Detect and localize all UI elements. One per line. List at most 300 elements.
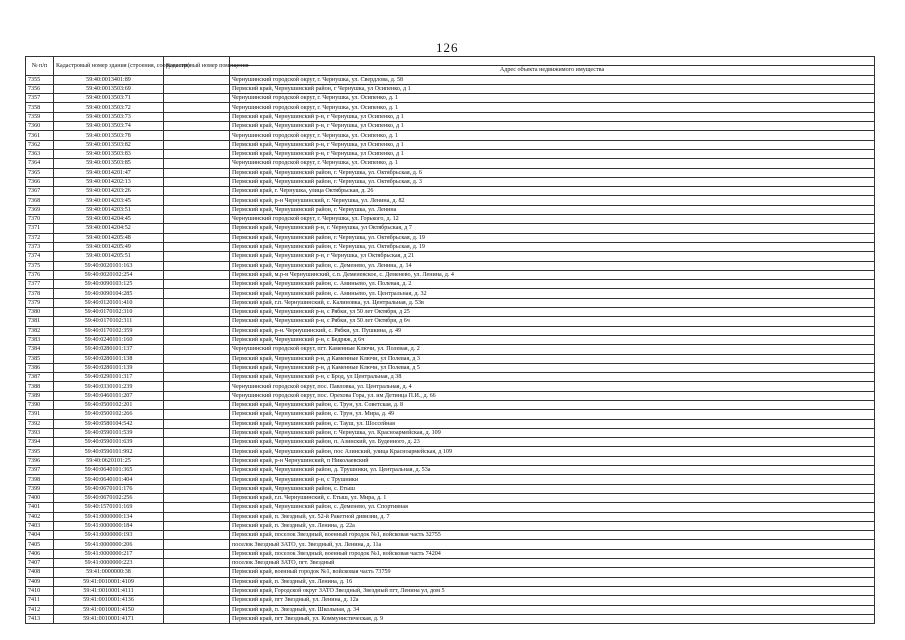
building-cadastral-number: 59:40:0460101:207 bbox=[54, 391, 164, 400]
table-row bbox=[26, 419, 875, 428]
row-number: 7360 bbox=[26, 122, 54, 131]
room-cadastral-number bbox=[164, 233, 230, 242]
row-number: 7406 bbox=[26, 549, 54, 558]
building-cadastral-number: 59:40:0014203:26 bbox=[54, 187, 164, 196]
property-address: Пермский край, пгт Звездный, ул. Ленина, д. 12а bbox=[230, 596, 875, 605]
table-row bbox=[26, 345, 875, 354]
table-row bbox=[26, 84, 875, 93]
room-cadastral-number bbox=[164, 289, 230, 298]
room-cadastral-number bbox=[164, 131, 230, 140]
building-cadastral-number: 59:40:0240101:160 bbox=[54, 335, 164, 344]
row-number: 7379 bbox=[26, 298, 54, 307]
table-row bbox=[26, 438, 875, 447]
room-cadastral-number bbox=[164, 382, 230, 391]
property-address: Пермский край, Чернушинский р-н, с Рябки, ул 50 лет Октября, д 6ч bbox=[230, 317, 875, 326]
table-row bbox=[26, 605, 875, 614]
property-registry-table bbox=[25, 56, 875, 624]
property-address: Пермский край, Чернушинский район, п. Азинский, ул. Буденного, д. 23 bbox=[230, 438, 875, 447]
building-cadastral-number: 59:41:0010001:4150 bbox=[54, 605, 164, 614]
room-cadastral-number bbox=[164, 270, 230, 279]
building-cadastral-number: 59:40:0013503:71 bbox=[54, 94, 164, 103]
row-number: 7364 bbox=[26, 159, 54, 168]
row-number: 7410 bbox=[26, 586, 54, 595]
room-cadastral-number bbox=[164, 484, 230, 493]
room-cadastral-number bbox=[164, 419, 230, 428]
property-address: Пермский край, Чернушинский район, г. Чернушка, ул. Октябрьская, д. 19 bbox=[230, 242, 875, 251]
row-number: 7401 bbox=[26, 503, 54, 512]
row-number: 7403 bbox=[26, 521, 54, 530]
row-number: 7389 bbox=[26, 391, 54, 400]
property-address: Пермский край, Чернушинский р-н, г Чернушка, ул Осипенко, д 1 bbox=[230, 140, 875, 149]
property-address: Пермский край, п. Звездный, ул. Школьная, д. 34 bbox=[230, 605, 875, 614]
property-address: Пермский край, Чернушинский район, г. Чернушка, ул. Октябрьская, д. 19 bbox=[230, 233, 875, 242]
room-cadastral-number bbox=[164, 428, 230, 437]
row-number: 7362 bbox=[26, 140, 54, 149]
building-cadastral-number: 59:40:0090103:125 bbox=[54, 280, 164, 289]
building-cadastral-number: 59:40:0590101:639 bbox=[54, 438, 164, 447]
building-cadastral-number: 59:40:0013503:78 bbox=[54, 131, 164, 140]
table-row bbox=[26, 373, 875, 382]
row-number: 7382 bbox=[26, 326, 54, 335]
room-cadastral-number bbox=[164, 84, 230, 93]
building-cadastral-number: 59:40:0014202:13 bbox=[54, 177, 164, 186]
row-number: 7368 bbox=[26, 196, 54, 205]
row-number: 7377 bbox=[26, 280, 54, 289]
room-cadastral-number bbox=[164, 168, 230, 177]
row-number: 7374 bbox=[26, 252, 54, 261]
room-cadastral-number bbox=[164, 559, 230, 568]
table-row bbox=[26, 196, 875, 205]
property-address: Пермский край, Чернушинский р-н, с Рябки, ул 50 лет Октября, д 25 bbox=[230, 308, 875, 317]
building-cadastral-number: 59:40:0013503:85 bbox=[54, 159, 164, 168]
table-row bbox=[26, 149, 875, 158]
table-row bbox=[26, 428, 875, 437]
table-row bbox=[26, 75, 875, 84]
table-row bbox=[26, 308, 875, 317]
property-address: Пермский край, Чернушинский район, с. Деменево, ул. Спортивная bbox=[230, 503, 875, 512]
row-number: 7409 bbox=[26, 577, 54, 586]
table-row bbox=[26, 317, 875, 326]
row-number: 7361 bbox=[26, 131, 54, 140]
table-row bbox=[26, 242, 875, 251]
property-address: Чернушинский городской округ, г. Чернушка, ул. Осипенко, д. 1 bbox=[230, 131, 875, 140]
building-cadastral-number: 59:41:0010001:4109 bbox=[54, 577, 164, 586]
property-address: Пермский край, Чернушинский район, г. Чернушка, ул. Октябрьская, д. 3 bbox=[230, 177, 875, 186]
room-cadastral-number bbox=[164, 280, 230, 289]
room-cadastral-number bbox=[164, 540, 230, 549]
table-row bbox=[26, 205, 875, 214]
property-address: Пермский край, р-н Чернушинский, г. Чернушка, ул. Ленина, д. 82 bbox=[230, 196, 875, 205]
property-address: Пермский край, Чернушинский р-н, с Трушники bbox=[230, 475, 875, 484]
building-cadastral-number: 59:40:0014201:47 bbox=[54, 168, 164, 177]
room-cadastral-number bbox=[164, 215, 230, 224]
table-row bbox=[26, 456, 875, 465]
property-address: Пермский край, г.п. Чернушинский, с. Калиновка, ул. Центральная, д. 53в bbox=[230, 298, 875, 307]
table-row bbox=[26, 614, 875, 623]
table-row bbox=[26, 112, 875, 121]
room-cadastral-number bbox=[164, 531, 230, 540]
property-address: Пермский край, п. Звездный, ул. Ленина, д. 22а bbox=[230, 521, 875, 530]
row-number: 7375 bbox=[26, 261, 54, 270]
row-number: 7412 bbox=[26, 605, 54, 614]
room-cadastral-number bbox=[164, 224, 230, 233]
room-cadastral-number bbox=[164, 177, 230, 186]
table-row bbox=[26, 382, 875, 391]
building-cadastral-number: 59:41:0000000:38 bbox=[54, 568, 164, 577]
row-number: 7402 bbox=[26, 512, 54, 521]
building-cadastral-number: 59:40:0590101:992 bbox=[54, 447, 164, 456]
room-cadastral-number bbox=[164, 493, 230, 502]
building-cadastral-number: 59:40:0580104:542 bbox=[54, 419, 164, 428]
table-row bbox=[26, 233, 875, 242]
room-cadastral-number bbox=[164, 456, 230, 465]
building-cadastral-number: 59:41:0010001:4111 bbox=[54, 586, 164, 595]
room-cadastral-number bbox=[164, 196, 230, 205]
room-cadastral-number bbox=[164, 103, 230, 112]
room-cadastral-number bbox=[164, 373, 230, 382]
building-cadastral-number: 59:40:0013503:83 bbox=[54, 149, 164, 158]
room-cadastral-number bbox=[164, 475, 230, 484]
building-cadastral-number: 59:40:0014205:49 bbox=[54, 242, 164, 251]
table-row bbox=[26, 363, 875, 372]
table-row bbox=[26, 131, 875, 140]
room-cadastral-number bbox=[164, 122, 230, 131]
table-row bbox=[26, 540, 875, 549]
property-address: Пермский край, Чернушинский район, г. Чернушка, ул. Красноармейская, д. 109 bbox=[230, 428, 875, 437]
property-address: Пермский край, Чернушинский р-н, г Чернушка, ул Октябрьская, д 21 bbox=[230, 252, 875, 261]
building-cadastral-number: 59:40:0670101:176 bbox=[54, 484, 164, 493]
building-cadastral-number: 59:40:0020101:163 bbox=[54, 261, 164, 270]
table-row bbox=[26, 586, 875, 595]
property-address: Чернушинский городской округ, пгт. Каменные Ключи, ул. Полевая, д. 2 bbox=[230, 345, 875, 354]
room-cadastral-number bbox=[164, 596, 230, 605]
table-row bbox=[26, 187, 875, 196]
building-cadastral-number: 59:40:0013503:82 bbox=[54, 140, 164, 149]
row-number: 7400 bbox=[26, 493, 54, 502]
room-cadastral-number bbox=[164, 521, 230, 530]
property-address: Пермский край, Чернушинский район, с. Трун, ул. Советская, д. 8 bbox=[230, 400, 875, 409]
row-number: 7372 bbox=[26, 233, 54, 242]
property-address: Пермский край, Чернушинский район, с. Тауш, ул. Шоссейная bbox=[230, 419, 875, 428]
room-cadastral-number bbox=[164, 586, 230, 595]
table-row bbox=[26, 559, 875, 568]
room-cadastral-number bbox=[164, 317, 230, 326]
room-cadastral-number bbox=[164, 400, 230, 409]
table-row bbox=[26, 289, 875, 298]
property-address: Пермский край, Чернушинский район, с. Етыш bbox=[230, 484, 875, 493]
row-number: 7371 bbox=[26, 224, 54, 233]
row-number: 7394 bbox=[26, 438, 54, 447]
row-number: 7355 bbox=[26, 75, 54, 84]
property-address: Пермский край, Чернушинский район, д. Трушники, ул. Центральная, д. 53а bbox=[230, 466, 875, 475]
table-row bbox=[26, 298, 875, 307]
table-row bbox=[26, 261, 875, 270]
table-row bbox=[26, 94, 875, 103]
property-address: Пермский край, Чернушинский р-н, с Брод, ул Центральная, д 38 bbox=[230, 373, 875, 382]
page-number: 126 bbox=[436, 40, 459, 55]
room-cadastral-number bbox=[164, 391, 230, 400]
table-row bbox=[26, 354, 875, 363]
building-cadastral-number: 59:40:0014205:48 bbox=[54, 233, 164, 242]
property-address: Пермский край, Чернушинский р-н, д Каменные Ключи, ул Полевая, д 3 bbox=[230, 354, 875, 363]
property-address: Пермский край, военный городок №1, войсковая часть 73759 bbox=[230, 568, 875, 577]
property-address: Пермский край, Чернушинский район, г Чернушка, ул Осипенко, д 1 bbox=[230, 84, 875, 93]
row-number: 7385 bbox=[26, 354, 54, 363]
property-address: Пермский край, Чернушинский р-н, г. Чернушка, ул Октябрьская, д 7 bbox=[230, 224, 875, 233]
building-cadastral-number: 59:40:0014204:45 bbox=[54, 215, 164, 224]
table-row bbox=[26, 391, 875, 400]
room-cadastral-number bbox=[164, 503, 230, 512]
property-address: Пермский край, г. Чернушка, улица Октябрьская, д. 26 bbox=[230, 187, 875, 196]
row-number: 7365 bbox=[26, 168, 54, 177]
table-row bbox=[26, 159, 875, 168]
room-cadastral-number bbox=[164, 447, 230, 456]
row-number: 7387 bbox=[26, 373, 54, 382]
room-cadastral-number bbox=[164, 187, 230, 196]
building-cadastral-number: 59:40:0014204:52 bbox=[54, 224, 164, 233]
room-cadastral-number bbox=[164, 438, 230, 447]
row-number: 7405 bbox=[26, 540, 54, 549]
property-address: Пермский край, п. Звездный, ул. Ленина, д. 16 bbox=[230, 577, 875, 586]
row-number: 7376 bbox=[26, 270, 54, 279]
row-number: 7393 bbox=[26, 428, 54, 437]
property-address: Пермский край, Чернушинский район, с. Деменево, ул. Ленина, д. 14 bbox=[230, 261, 875, 270]
table-row bbox=[26, 122, 875, 131]
table-row bbox=[26, 484, 875, 493]
table-row bbox=[26, 252, 875, 261]
room-cadastral-number bbox=[164, 308, 230, 317]
property-address: Чернушинский городской округ, г. Чернушка, ул. Горького, д. 12 bbox=[230, 215, 875, 224]
building-cadastral-number: 59:40:0013503:69 bbox=[54, 84, 164, 93]
property-address: Пермский край, Чернушинский р-н, г Чернушка, ул Осипенко, д 1 bbox=[230, 112, 875, 121]
building-cadastral-number: 59:40:0014203:45 bbox=[54, 196, 164, 205]
building-cadastral-number: 59:40:0290101:317 bbox=[54, 373, 164, 382]
property-address: Пермский край, поселок Звездный, военный городок №1, войсковая часть 74204 bbox=[230, 549, 875, 558]
table-row bbox=[26, 280, 875, 289]
table-row bbox=[26, 177, 875, 186]
table-row bbox=[26, 466, 875, 475]
row-number: 7396 bbox=[26, 456, 54, 465]
property-address: Чернушинский городской округ, пос. Орехова Гора, ул. им Детинца П.И., д. 66 bbox=[230, 391, 875, 400]
property-address: Пермский край, Чернушинский район, с. Трун, ул. Мира, д. 49 bbox=[230, 410, 875, 419]
property-address: Пермский край, м.р-н Чернушинский, с.п. Деменевское, с. Деменево, ул. Ленина, д. 4 bbox=[230, 270, 875, 279]
property-address: Чернушинский городской округ, г. Чернушка, ул. Осипенко, д. 1 bbox=[230, 103, 875, 112]
building-cadastral-number: 59:40:0640101:365 bbox=[54, 466, 164, 475]
building-cadastral-number: 59:40:0014205:51 bbox=[54, 252, 164, 261]
room-cadastral-number bbox=[164, 140, 230, 149]
row-number: 7373 bbox=[26, 242, 54, 251]
building-cadastral-number: 59:41:0000000:193 bbox=[54, 531, 164, 540]
header-number: № п/п bbox=[26, 57, 54, 76]
row-number: 7369 bbox=[26, 205, 54, 214]
building-cadastral-number: 59:41:0010001:4171 bbox=[54, 614, 164, 623]
row-number: 7388 bbox=[26, 382, 54, 391]
property-address: Пермский край, пгт Звездный, ул. Коммунистическая, д. 9 bbox=[230, 614, 875, 623]
building-cadastral-number: 59:40:0014203:51 bbox=[54, 205, 164, 214]
property-address: Пермский край, Чернушинский район, с. Аминьево, ул. Полевая, д. 2 bbox=[230, 280, 875, 289]
table-row bbox=[26, 521, 875, 530]
building-cadastral-number: 59:41:0000000:217 bbox=[54, 549, 164, 558]
property-address: Пермский край, Чернушинский р-н, г Чернушка, ул Осипенко, д 1 bbox=[230, 122, 875, 131]
property-address: Пермский край, п. Звездный, ул. 52-й Ракетной дивизии, д. 7 bbox=[230, 512, 875, 521]
room-cadastral-number bbox=[164, 159, 230, 168]
row-number: 7386 bbox=[26, 363, 54, 372]
building-cadastral-number: 59:40:0280101:137 bbox=[54, 345, 164, 354]
row-number: 7370 bbox=[26, 215, 54, 224]
row-number: 7380 bbox=[26, 308, 54, 317]
room-cadastral-number bbox=[164, 242, 230, 251]
row-number: 7411 bbox=[26, 596, 54, 605]
building-cadastral-number: 59:40:1570101:169 bbox=[54, 503, 164, 512]
building-cadastral-number: 59:40:0013401:89 bbox=[54, 75, 164, 84]
property-address: Чернушинский городской округ, г. Чернушка, ул. Осипенко, д. 1 bbox=[230, 159, 875, 168]
building-cadastral-number: 59:40:0170102:359 bbox=[54, 326, 164, 335]
row-number: 7381 bbox=[26, 317, 54, 326]
room-cadastral-number bbox=[164, 261, 230, 270]
table-row bbox=[26, 549, 875, 558]
row-number: 7404 bbox=[26, 531, 54, 540]
row-number: 7357 bbox=[26, 94, 54, 103]
property-address: Пермский край, Городской округ ЗАТО Звездный, Звездный пгт, Ленина ул, дом 5 bbox=[230, 586, 875, 595]
row-number: 7356 bbox=[26, 84, 54, 93]
room-cadastral-number bbox=[164, 512, 230, 521]
row-number: 7392 bbox=[26, 419, 54, 428]
property-address: поселок Звездный ЗАТО, ул. Звездный, ул. Ленина, д. 11а bbox=[230, 540, 875, 549]
property-address: Чернушинский городской округ, г. Чернушка, ул. Свердлова, д. 58 bbox=[230, 75, 875, 84]
table-row bbox=[26, 577, 875, 586]
row-number: 7395 bbox=[26, 447, 54, 456]
table-row bbox=[26, 215, 875, 224]
property-address: Пермский край, Чернушинский район, г. Чернушка, ул. Октябрьская, д. 6 bbox=[230, 168, 875, 177]
row-number: 7366 bbox=[26, 177, 54, 186]
room-cadastral-number bbox=[164, 75, 230, 84]
header-building-cadastral: Кадастровый номер здания (строения, сооружения) bbox=[54, 57, 164, 76]
room-cadastral-number bbox=[164, 466, 230, 475]
property-address: Пермский край, Чернушинский р-н, г Чернушка, ул Осипенко, д 1 bbox=[230, 149, 875, 158]
room-cadastral-number bbox=[164, 577, 230, 586]
table-row bbox=[26, 531, 875, 540]
property-address: Пермский край, р-н. Чернушинский, с. Рябки, ул. Пушкина, д. 49 bbox=[230, 326, 875, 335]
building-cadastral-number: 59:40:0280101:139 bbox=[54, 363, 164, 372]
row-number: 7398 bbox=[26, 475, 54, 484]
building-cadastral-number: 59:40:0280101:138 bbox=[54, 354, 164, 363]
row-number: 7378 bbox=[26, 289, 54, 298]
table-row bbox=[26, 447, 875, 456]
room-cadastral-number bbox=[164, 363, 230, 372]
header-address: Адрес объекта недвижимого имущества bbox=[230, 66, 875, 75]
property-address: Пермский край, Чернушинский р-н, д Каменные Ключи, ул Полевая, д 5 bbox=[230, 363, 875, 372]
property-address: Пермский край, г.п. Чернушинский, с. Етыш, ул. Мира, д. 1 bbox=[230, 493, 875, 502]
room-cadastral-number bbox=[164, 149, 230, 158]
property-address: поселок Звездный ЗАТО, пгт. Звездный bbox=[230, 559, 875, 568]
room-cadastral-number bbox=[164, 205, 230, 214]
row-number: 7397 bbox=[26, 466, 54, 475]
row-number: 7363 bbox=[26, 149, 54, 158]
room-cadastral-number bbox=[164, 354, 230, 363]
property-address: Пермский край, Чернушинский район, пос Азинский, улица Красноармейская, д 109 bbox=[230, 447, 875, 456]
room-cadastral-number bbox=[164, 112, 230, 121]
building-cadastral-number: 59:40:0330101:239 bbox=[54, 382, 164, 391]
row-number: 7399 bbox=[26, 484, 54, 493]
header-room-cadastral: Кадастровый номер помещения bbox=[164, 57, 230, 76]
building-cadastral-number: 59:40:0590101:539 bbox=[54, 428, 164, 437]
table-row bbox=[26, 568, 875, 577]
table-row bbox=[26, 493, 875, 502]
row-number: 7383 bbox=[26, 335, 54, 344]
table-row bbox=[26, 400, 875, 409]
building-cadastral-number: 59:40:0120101:410 bbox=[54, 298, 164, 307]
building-cadastral-number: 59:40:0620101:25 bbox=[54, 456, 164, 465]
building-cadastral-number: 59:40:0670102:256 bbox=[54, 493, 164, 502]
table-row bbox=[26, 335, 875, 344]
building-cadastral-number: 59:41:0000000:184 bbox=[54, 521, 164, 530]
table-row bbox=[26, 326, 875, 335]
building-cadastral-number: 59:40:0170102:310 bbox=[54, 308, 164, 317]
room-cadastral-number bbox=[164, 335, 230, 344]
building-cadastral-number: 59:40:0500102:201 bbox=[54, 400, 164, 409]
building-cadastral-number: 59:41:0000000:206 bbox=[54, 540, 164, 549]
room-cadastral-number bbox=[164, 326, 230, 335]
row-number: 7367 bbox=[26, 187, 54, 196]
building-cadastral-number: 59:41:0000000:134 bbox=[54, 512, 164, 521]
row-number: 7358 bbox=[26, 103, 54, 112]
room-cadastral-number bbox=[164, 568, 230, 577]
row-number: 7391 bbox=[26, 410, 54, 419]
row-number: 7384 bbox=[26, 345, 54, 354]
table-row bbox=[26, 475, 875, 484]
room-cadastral-number bbox=[164, 298, 230, 307]
row-number: 7407 bbox=[26, 559, 54, 568]
building-cadastral-number: 59:40:0020102:254 bbox=[54, 270, 164, 279]
table-row bbox=[26, 596, 875, 605]
building-cadastral-number: 59:40:0013503:74 bbox=[54, 122, 164, 131]
room-cadastral-number bbox=[164, 614, 230, 623]
table-row bbox=[26, 270, 875, 279]
room-cadastral-number bbox=[164, 252, 230, 261]
building-cadastral-number: 59:41:0010001:4136 bbox=[54, 596, 164, 605]
table-row bbox=[26, 140, 875, 149]
room-cadastral-number bbox=[164, 94, 230, 103]
room-cadastral-number bbox=[164, 345, 230, 354]
room-cadastral-number bbox=[164, 410, 230, 419]
table-row bbox=[26, 224, 875, 233]
property-address: Чернушинский городской округ, пос. Павловка, ул. Центральная, д. 4 bbox=[230, 382, 875, 391]
property-address: Чернушинский городской округ, г. Чернушка, ул. Осипенко, д. 1 bbox=[230, 94, 875, 103]
building-cadastral-number: 59:40:0500102:266 bbox=[54, 410, 164, 419]
building-cadastral-number: 59:40:0013503:72 bbox=[54, 103, 164, 112]
building-cadastral-number: 59:40:0170102:311 bbox=[54, 317, 164, 326]
row-number: 7390 bbox=[26, 400, 54, 409]
row-number: 7359 bbox=[26, 112, 54, 121]
building-cadastral-number: 59:40:0090104:285 bbox=[54, 289, 164, 298]
table-row bbox=[26, 103, 875, 112]
table-row bbox=[26, 410, 875, 419]
row-number: 7408 bbox=[26, 568, 54, 577]
row-number: 7413 bbox=[26, 614, 54, 623]
property-address: Пермский край, Чернушинский район, с. Аминьево, ул. Центральная, д. 32 bbox=[230, 289, 875, 298]
building-cadastral-number: 59:40:0640101:404 bbox=[54, 475, 164, 484]
room-cadastral-number bbox=[164, 605, 230, 614]
table-row bbox=[26, 168, 875, 177]
building-cadastral-number: 59:41:0000000:223 bbox=[54, 559, 164, 568]
header-address-spacer bbox=[230, 57, 875, 66]
table-body bbox=[26, 75, 875, 624]
building-cadastral-number: 59:40:0013503:73 bbox=[54, 112, 164, 121]
property-address: Пермский край, поселок Звездный, военный городок №1, войсковая часть 32755 bbox=[230, 531, 875, 540]
property-address: Пермский край, Чернушинский район, г. Чернушка, ул. Ленина bbox=[230, 205, 875, 214]
table-row bbox=[26, 512, 875, 521]
table-row bbox=[26, 503, 875, 512]
